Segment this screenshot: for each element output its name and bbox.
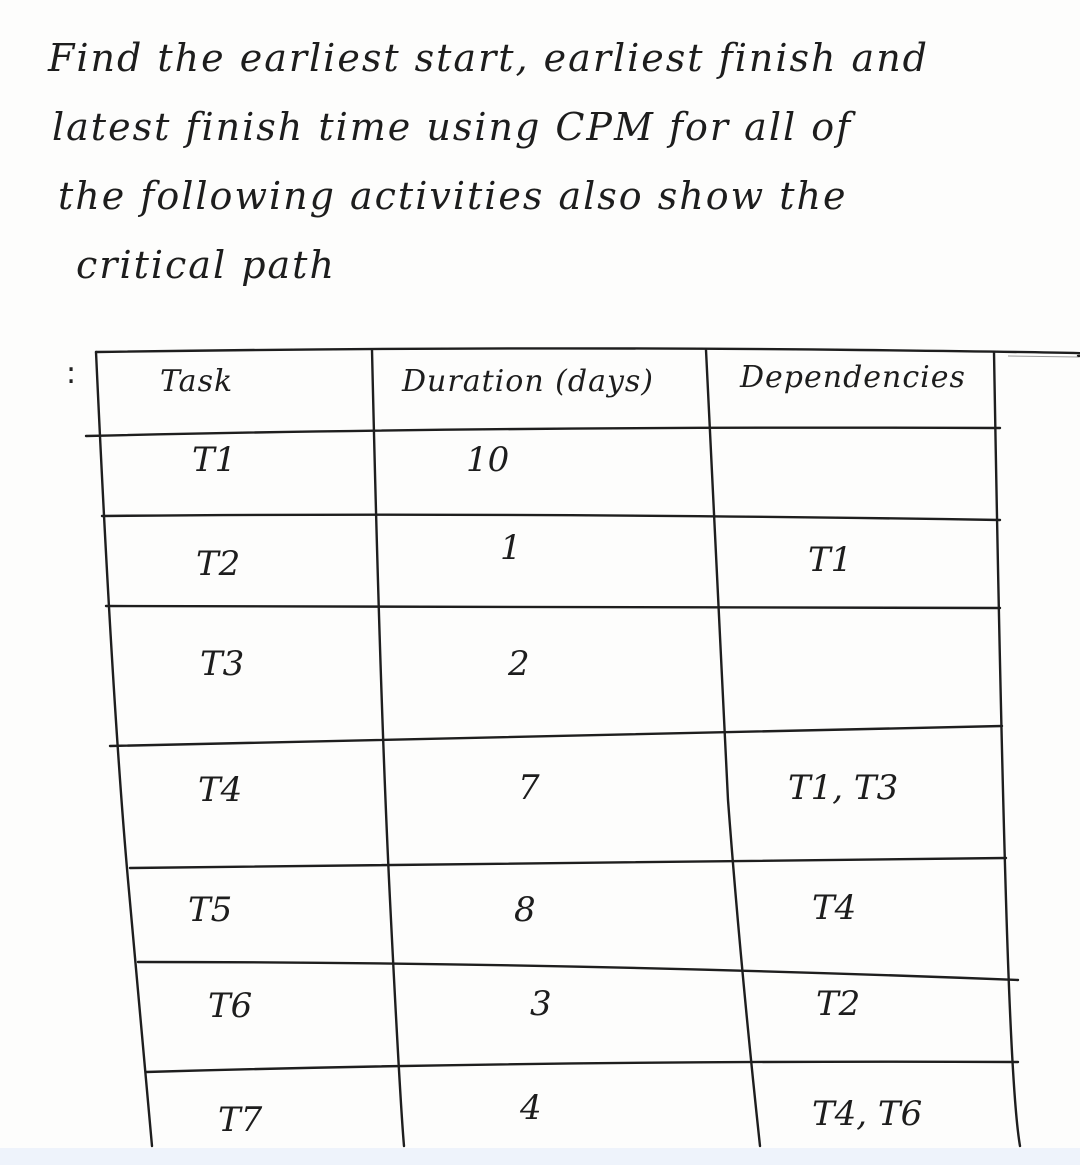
question-line: Find the earliest start, earliest finish and <box>48 36 929 80</box>
task-cell: T4 <box>198 770 243 810</box>
duration-cell: 1 <box>500 528 522 568</box>
task-cell: T5 <box>188 890 233 930</box>
task-cell: T6 <box>208 986 253 1026</box>
duration-cell: 4 <box>520 1088 542 1128</box>
table-rule <box>130 858 1006 868</box>
table-rule <box>102 515 1000 520</box>
duration-cell: 2 <box>508 644 530 684</box>
dependencies-cell: T1 <box>808 540 853 580</box>
task-cell: T3 <box>200 644 245 684</box>
dependencies-cell: T1, T3 <box>788 768 899 808</box>
table-rule <box>138 962 1018 980</box>
question-line: the following activities also show the <box>58 174 848 218</box>
table-rule <box>96 352 152 1146</box>
dependencies-cell: T2 <box>816 984 861 1024</box>
table-rule <box>1008 356 1078 357</box>
question-line: latest finish time using CPM for all of <box>52 105 853 149</box>
task-cell: T7 <box>218 1100 263 1140</box>
colon-mark: : <box>66 356 77 391</box>
table-rule <box>994 352 1020 1146</box>
table-rule <box>86 428 1000 436</box>
duration-cell: 10 <box>466 440 510 480</box>
header-dependencies: Dependencies <box>740 360 966 395</box>
question-line: critical path <box>76 243 336 287</box>
table-rule <box>106 606 1000 608</box>
dependencies-cell: T4 <box>812 888 857 928</box>
duration-cell: 8 <box>514 890 536 930</box>
table-rule <box>706 350 760 1146</box>
header-task: Task <box>160 364 234 399</box>
duration-cell: 7 <box>518 768 540 808</box>
task-cell: T1 <box>192 440 237 480</box>
dependencies-cell: T4, T6 <box>812 1094 923 1134</box>
table-rule <box>110 726 1002 746</box>
duration-cell: 3 <box>530 984 552 1024</box>
table-rule <box>146 1062 1018 1072</box>
table-rule <box>372 350 404 1146</box>
table-rule <box>96 348 1080 356</box>
header-duration: Duration (days) <box>402 364 655 399</box>
bottom-strip <box>0 1148 1080 1165</box>
task-cell: T2 <box>196 544 241 584</box>
